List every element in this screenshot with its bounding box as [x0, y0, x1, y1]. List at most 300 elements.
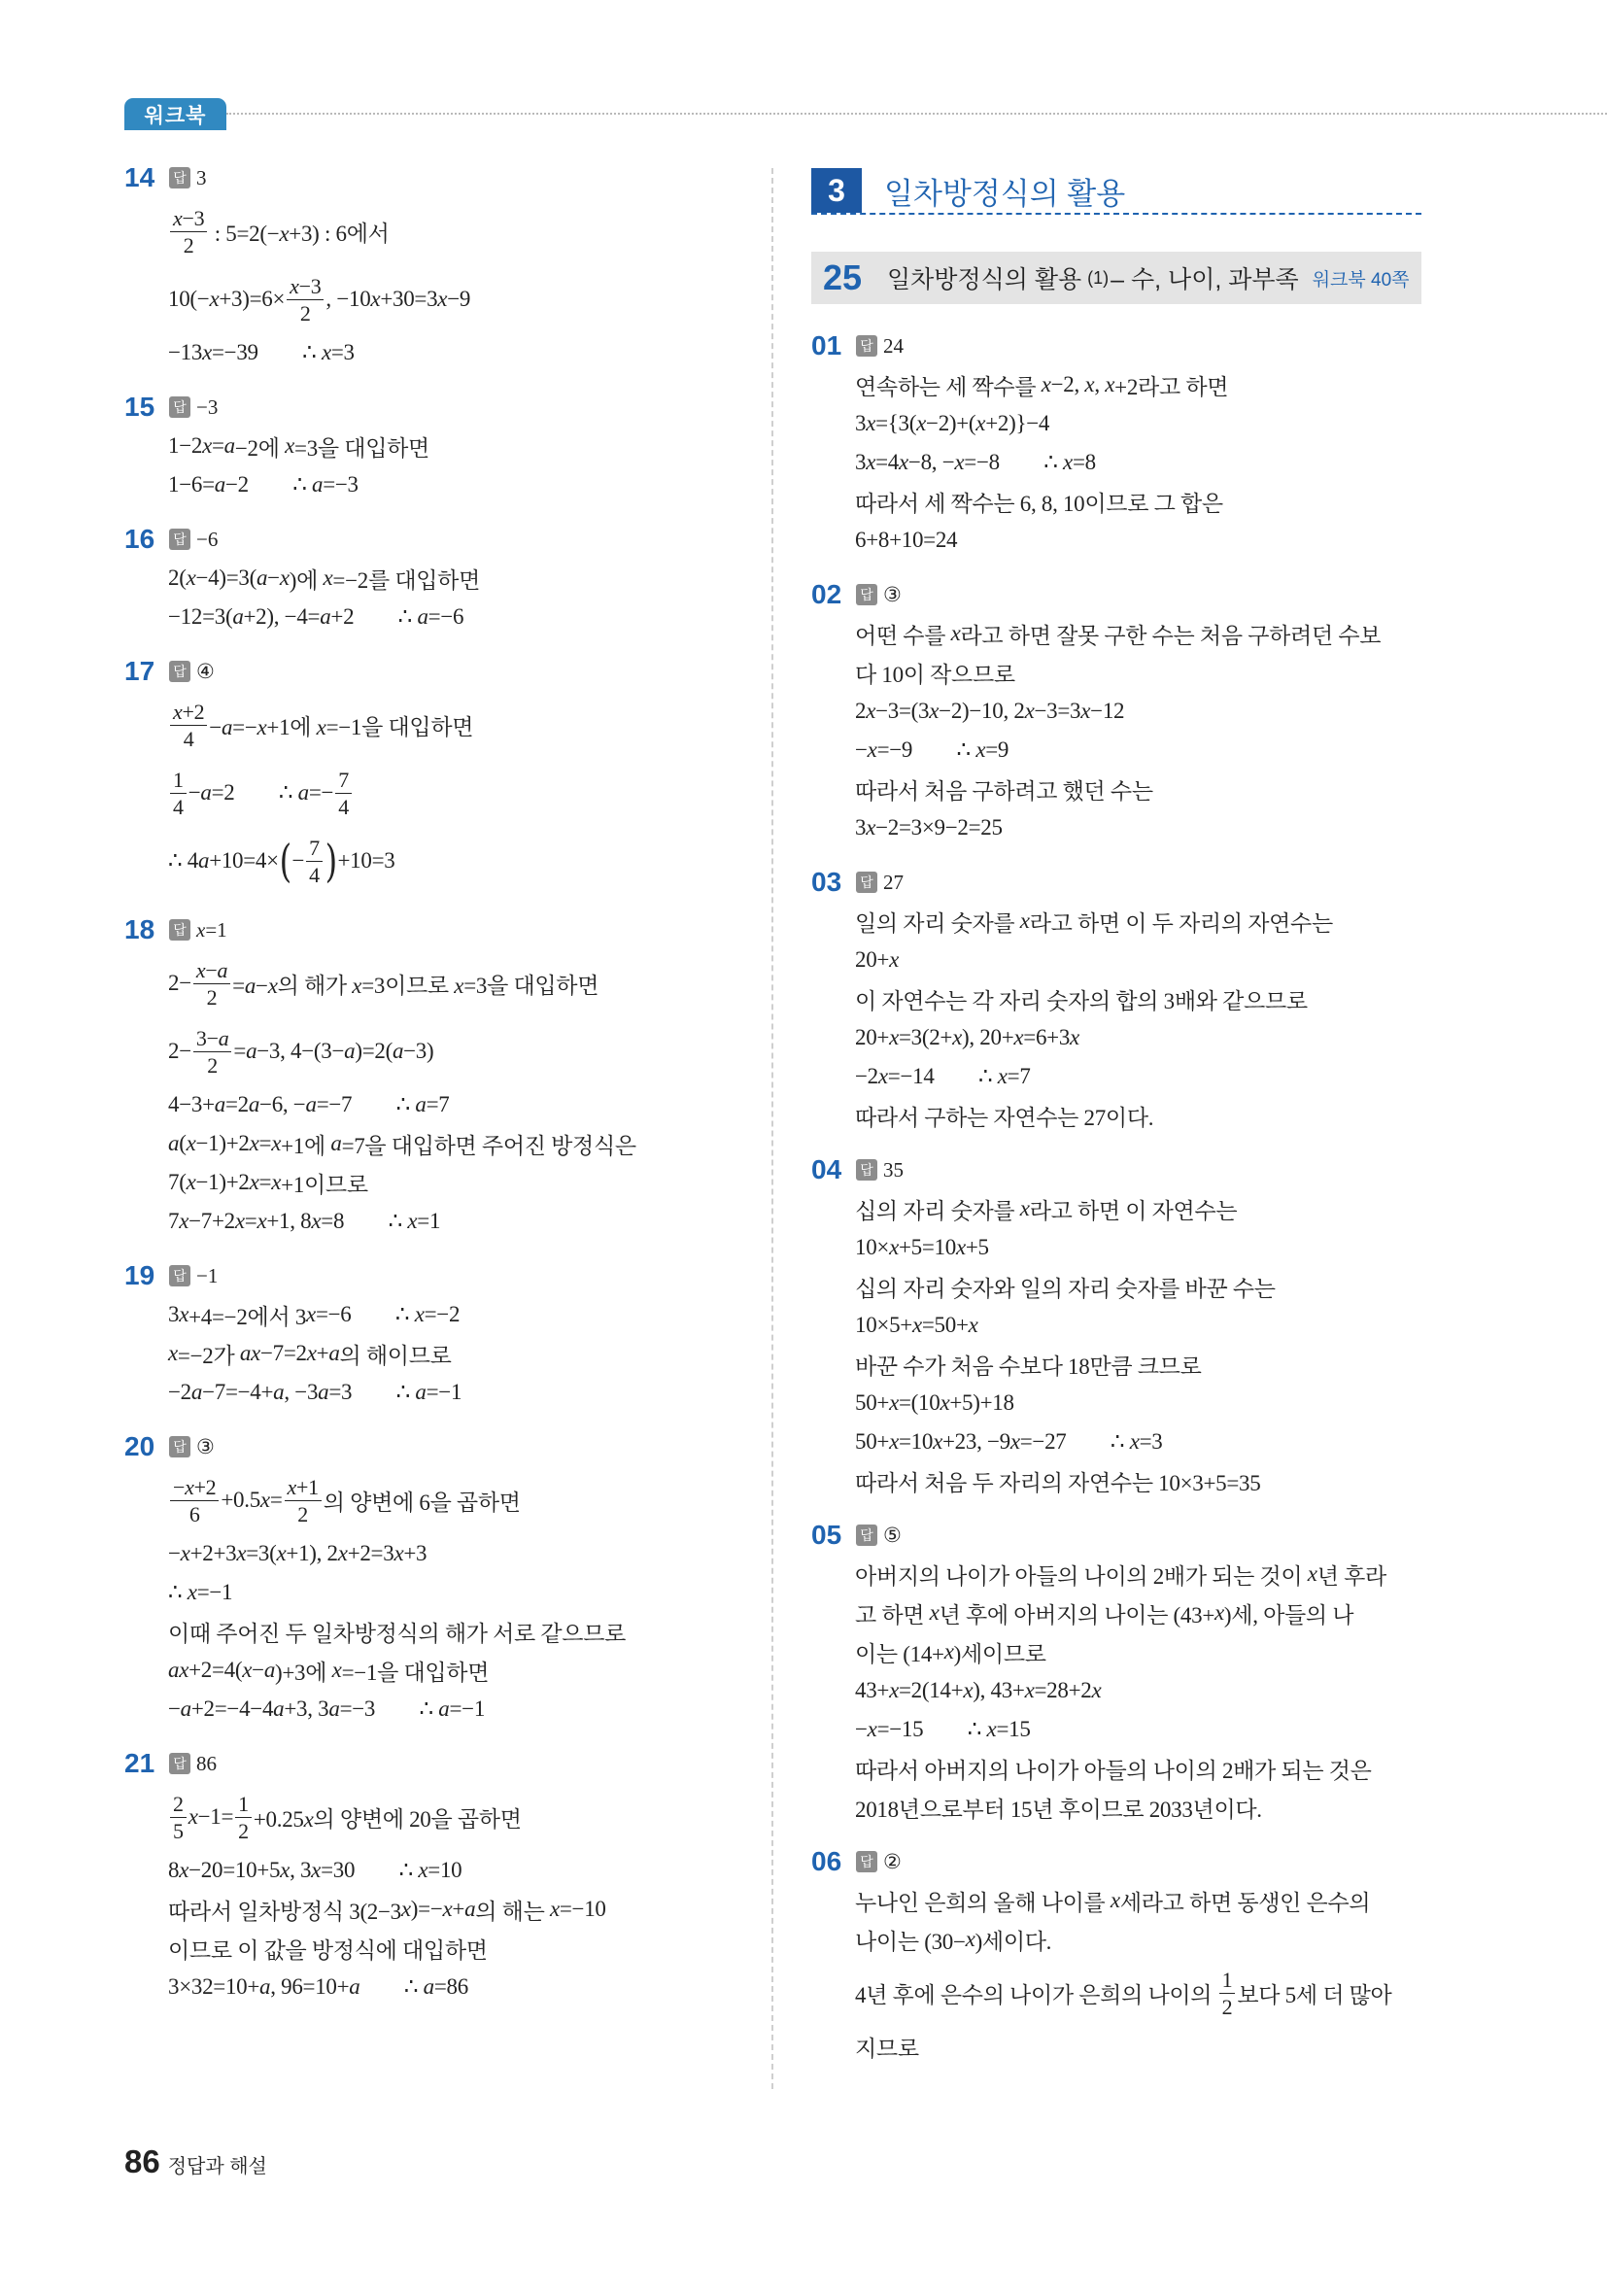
problem-number: 15 — [124, 392, 155, 422]
problem-03 — [811, 863, 1433, 1135]
answer-badge: 답 — [169, 167, 190, 188]
fraction-numerator: −x+2 — [170, 1474, 219, 1501]
answer-badge: 답 — [169, 1436, 190, 1457]
variable: a — [217, 957, 228, 982]
fraction-numerator: 7 — [335, 767, 352, 794]
answer-value: 86 — [196, 1751, 217, 1775]
variable: a — [438, 1696, 450, 1721]
text-segment: +10=3 — [337, 848, 395, 873]
fraction-numerator: x−3 — [287, 273, 324, 300]
variable: x — [179, 1302, 189, 1326]
variable: a — [244, 973, 256, 998]
variable: x — [1307, 1561, 1317, 1586]
solution-line: − a +2=−4−4 a +3, 3 a =−3 ∴ a =−1 — [168, 1696, 486, 1721]
variable: x — [259, 1488, 270, 1512]
problem-header — [124, 1427, 746, 1466]
variable: x — [186, 565, 196, 590]
fraction — [193, 957, 230, 1011]
variable: x — [954, 450, 965, 474]
variable: a — [248, 1092, 260, 1116]
variable: a — [415, 1380, 427, 1404]
solution-line: 6+8+10=24 — [855, 528, 958, 552]
variable: x — [899, 450, 908, 474]
solution-line: 7 x −7+2 x = x +1, 8 x =8 ∴ x =1 — [168, 1209, 441, 1233]
answer-badge: 답 — [856, 872, 877, 893]
variable: a — [320, 604, 331, 629]
solution-line: 십의 자리 숫자와 일의 자리 숫자를 바꾼 수는 — [855, 1276, 1276, 1301]
footer-label: 정답과 해설 — [167, 2156, 267, 2177]
unit-title: 일차방정식의 활용 — [887, 266, 1082, 293]
variable: x — [952, 1025, 963, 1049]
solution-line: 바꾼 수가 처음 수보다 18만큼 크므로 — [855, 1354, 1202, 1379]
fraction — [170, 699, 207, 752]
variable: a — [297, 780, 309, 805]
variable: x — [285, 433, 295, 458]
solution-line: 7( x −1)+2 x = x +1이므로 — [168, 1170, 368, 1197]
fraction — [235, 1791, 252, 1844]
problem-number: 14 — [124, 162, 155, 192]
fraction — [170, 1791, 187, 1844]
variable: a — [200, 780, 212, 805]
answer-value: 27 — [883, 870, 904, 894]
variable: x — [179, 1658, 189, 1682]
answer-badge: 답 — [169, 1265, 190, 1286]
solution-line — [124, 1783, 746, 1851]
variable: x — [202, 340, 212, 364]
fraction-numerator: 7 — [306, 835, 323, 862]
variable: x — [889, 1429, 899, 1454]
variable: x — [179, 1209, 189, 1233]
problem-header — [811, 575, 1433, 614]
variable: x — [911, 1313, 922, 1337]
variable: x — [306, 1341, 317, 1365]
text-segment: 의 양변에 6을 곱하면 — [323, 1490, 521, 1515]
text-segment: +0.5x= — [221, 1488, 283, 1512]
answer-badge: 답 — [169, 1753, 190, 1774]
fraction-denominator: 5 — [173, 1818, 184, 1843]
page-footer — [124, 2143, 267, 2180]
answer-badge: 답 — [856, 1851, 877, 1872]
variable: x — [256, 1209, 267, 1233]
fraction-denominator: 2 — [206, 984, 218, 1010]
problem-number: 16 — [124, 524, 155, 554]
problem-15 — [124, 388, 746, 504]
solution-line: x =−2가 a x −7=2 x + a 의 해이므로 — [168, 1341, 452, 1368]
variable: x — [889, 1390, 899, 1415]
variable: x — [251, 1341, 260, 1365]
answer-badge: 답 — [856, 584, 877, 605]
variable: x — [321, 340, 331, 364]
variable: x — [209, 287, 220, 311]
variable: x — [889, 1678, 899, 1702]
variable: x — [249, 1131, 259, 1155]
solution-line: 3 x ={3( x −2)+( x +2)}−4 — [855, 411, 1050, 435]
answer-badge: 답 — [169, 529, 190, 550]
problem-number: 17 — [124, 656, 155, 686]
problem-number: 18 — [124, 914, 155, 944]
variable: a — [318, 1380, 329, 1404]
variable: a — [232, 604, 244, 629]
variable: a — [312, 472, 324, 497]
solution-line: 4−3+ a =2 a −6, − a =−7 ∴ a =7 — [168, 1092, 450, 1116]
variable: x — [271, 1131, 282, 1155]
fraction — [306, 835, 323, 888]
problem-14 — [124, 158, 746, 372]
variable: x — [889, 947, 899, 972]
solution-line: 3 x −2=3×9−2=25 — [855, 815, 1003, 840]
text-segment: 2− — [168, 971, 191, 995]
variable: a — [259, 1974, 271, 1999]
solution-line: 10×5+ x =50+ x — [855, 1313, 978, 1337]
fraction — [193, 1025, 232, 1079]
problem-header — [124, 158, 746, 197]
variable: x — [950, 621, 961, 645]
variable: x — [202, 433, 212, 458]
problem-header — [124, 1256, 746, 1295]
answer-value: ③ — [883, 582, 902, 606]
variable: x — [186, 1170, 196, 1194]
variable: a — [256, 565, 268, 590]
problem-number: 01 — [811, 330, 842, 360]
solution-line — [124, 691, 746, 759]
variable: x — [242, 1658, 253, 1682]
solution-line: 따라서 일차방정식 3(2−3 x )=− x + a 의 해는 x =−10 — [168, 1897, 606, 1924]
variable: x — [549, 1897, 560, 1921]
unit-part: (1) — [1087, 267, 1110, 288]
variable: x — [393, 1541, 404, 1565]
problem-header — [124, 652, 746, 691]
answer-value: x=1 — [196, 917, 227, 942]
solution-line: 나이는 (30− x )세이다. — [855, 1927, 1052, 1954]
variable: x — [287, 1474, 296, 1499]
variable: x — [186, 1131, 196, 1155]
solution-line: ∴ x =−1 — [168, 1580, 233, 1604]
answer-value: ④ — [196, 659, 215, 683]
variable: x — [1024, 1678, 1035, 1702]
fraction-numerator: 1 — [235, 1791, 252, 1818]
variable: x — [963, 1678, 974, 1702]
solution-line: 20+ x =3(2+ x ), 20+ x =6+3 x — [855, 1025, 1079, 1049]
fraction-denominator: 2 — [299, 300, 311, 326]
variable: a — [464, 1897, 476, 1921]
variable: a — [328, 1696, 340, 1721]
variable: x — [337, 1541, 348, 1565]
variable: x — [311, 1209, 322, 1233]
section-header — [811, 168, 1421, 215]
solution-line: 따라서 아버지의 나이가 아들의 나이의 2배가 되는 것은 — [855, 1758, 1372, 1783]
column-divider — [771, 168, 773, 2089]
variable: a — [417, 604, 428, 629]
variable: a — [221, 714, 233, 739]
solution-line: −2 x =−14 ∴ x =7 — [855, 1064, 1031, 1088]
variable: a — [239, 1341, 252, 1365]
variable: x — [965, 1927, 975, 1951]
solution-line: 2( x −4)=3( a − x )에 x =−2를 대입하면 — [168, 565, 480, 593]
section-title: 일차방정식의 활용 — [884, 176, 1126, 211]
problem-number: 06 — [811, 1846, 842, 1876]
problem-number: 20 — [124, 1431, 155, 1461]
variable: x — [986, 1717, 997, 1741]
variable: x — [168, 1341, 178, 1365]
solution-line — [124, 759, 746, 827]
variable: a — [423, 1974, 434, 1999]
variable: x — [316, 714, 326, 739]
variable: x — [234, 1209, 245, 1233]
solution-line: − x =−15 ∴ x =15 — [855, 1717, 1031, 1741]
text-segment: x−1= — [188, 1804, 234, 1829]
section-number: 3 — [811, 168, 862, 213]
variable: x — [279, 565, 290, 590]
variable: x — [1214, 1600, 1224, 1625]
variable: a — [344, 1039, 356, 1063]
solution-line: 10× x +5=10 x +5 — [855, 1235, 989, 1259]
fraction-denominator: 4 — [173, 794, 184, 819]
variable: a — [168, 1658, 180, 1682]
answer-badge: 답 — [856, 335, 877, 357]
variable: x — [303, 1806, 314, 1832]
fraction-numerator: 2 — [170, 1791, 187, 1818]
text-segment: 4년 후에 은수의 나이가 은희의 나이의 — [855, 1982, 1217, 2007]
fraction-denominator: 2 — [207, 1052, 218, 1078]
variable: x — [442, 1897, 453, 1921]
solution-line: 일의 자리 숫자를 x 라고 하면 이 두 자리의 자연수는 — [855, 908, 1333, 936]
variable: x — [916, 411, 927, 435]
variable: x — [236, 1541, 247, 1565]
unit-number: 25 — [823, 257, 863, 297]
variable: x — [1105, 372, 1115, 396]
solution-line: 어떤 수를 x 라고 하면 잘못 구한 수는 처음 구하려던 수보 — [855, 621, 1382, 648]
variable: x — [195, 957, 206, 982]
variable: x — [866, 815, 876, 840]
solution-line: −13 x =−39 ∴ x =3 — [168, 340, 355, 364]
fraction-denominator: 4 — [183, 726, 194, 751]
variable: a — [218, 1025, 229, 1050]
variable: a — [214, 1092, 225, 1116]
fraction — [170, 205, 207, 258]
variable: x — [267, 973, 278, 998]
text-segment: −a=2 ∴ a=− — [188, 780, 334, 805]
problem-01 — [811, 326, 1433, 560]
variable: x — [414, 1302, 425, 1326]
variable: x — [867, 737, 877, 762]
variable: a — [263, 1658, 276, 1682]
fraction — [285, 1474, 322, 1527]
variable: x — [196, 917, 206, 942]
variable: x — [256, 714, 267, 739]
answer-value: 24 — [883, 333, 904, 358]
solution-line — [124, 827, 746, 895]
variable: x — [188, 1804, 198, 1829]
answer-value: −1 — [196, 1263, 219, 1287]
variable: x — [866, 699, 876, 723]
header-dotted-rule — [226, 113, 1607, 115]
solution-line: 따라서 처음 구하려고 했던 수는 — [855, 778, 1153, 804]
solution-line: 1−2 x = a −2에 x =3을 대입하면 — [168, 433, 429, 461]
fraction-numerator: x−3 — [170, 205, 207, 232]
text-segment: , −10x+30=3x−9 — [325, 287, 471, 311]
variable: a — [180, 1696, 191, 1721]
variable: a — [392, 1039, 404, 1063]
solution-line: 따라서 세 짝수는 6, 8, 10이므로 그 합은 — [855, 491, 1223, 516]
variable: a — [190, 1380, 203, 1404]
answer-badge: 답 — [169, 396, 190, 418]
variable: x — [933, 1429, 942, 1454]
variable: x — [955, 1235, 966, 1259]
variable: a — [330, 1131, 342, 1155]
variable: x — [975, 411, 986, 435]
variable: x — [323, 565, 333, 590]
right-column — [811, 326, 1433, 2066]
answer-badge: 답 — [856, 1525, 877, 1546]
solution-line: 아버지의 나이가 아들의 나이의 2배가 되는 것이 x 년 후라 — [855, 1561, 1386, 1589]
answer-value: ③ — [196, 1434, 215, 1458]
variable: x — [877, 1064, 888, 1088]
solution-line: 43+ x =2(14+ x ), 43+ x =28+2 x — [855, 1678, 1102, 1702]
variable: a — [214, 472, 225, 497]
variable: x — [943, 1639, 954, 1663]
solution-line: −2 a −7=−4+ a , −3 a =3 ∴ a =−1 — [168, 1380, 462, 1404]
variable: x — [940, 1390, 950, 1415]
problem-20 — [124, 1427, 746, 1729]
solution-line: 이므로 이 값을 방정식에 대입하면 — [168, 1937, 488, 1963]
solution-line — [124, 949, 746, 1017]
variable: x — [187, 1580, 197, 1604]
text-segment: =a−3, 4−(3−a)=2(a−3) — [233, 1039, 434, 1063]
answer-value: −6 — [196, 527, 219, 551]
text-segment: 2− — [168, 1039, 191, 1063]
text-segment: − — [291, 848, 305, 873]
fraction-numerator: 1 — [170, 767, 187, 794]
fraction-denominator: 2 — [1221, 1994, 1233, 2019]
solution-line: 50+ x =10 x +23, −9 x =−27 ∴ x =3 — [855, 1429, 1163, 1454]
answer-badge: 답 — [169, 661, 190, 682]
variable: x — [1129, 1429, 1140, 1454]
variable: x — [249, 1170, 259, 1194]
problem-21 — [124, 1744, 746, 2006]
answer-badge: 답 — [169, 919, 190, 941]
variable: a — [246, 1039, 257, 1063]
fraction-numerator: 1 — [1219, 1967, 1236, 1994]
variable: x — [1041, 372, 1051, 396]
text-segment: +0.25x의 양변에 20을 곱하면 — [253, 1806, 522, 1832]
answer-value: 3 — [196, 165, 207, 189]
variable: x — [185, 1474, 194, 1499]
problem-19 — [124, 1256, 746, 1412]
variable: x — [370, 287, 381, 311]
variable: x — [1024, 699, 1035, 723]
problem-header — [811, 326, 1433, 365]
fraction — [335, 767, 352, 820]
solution-line: 다 10이 작으므로 — [855, 662, 1015, 687]
variable: x — [331, 1658, 342, 1682]
problem-header — [811, 863, 1433, 902]
variable: x — [929, 1600, 940, 1625]
answer-value: 35 — [883, 1157, 904, 1182]
variable: x — [173, 205, 183, 230]
variable: x — [418, 1858, 428, 1882]
unit-subtitle: – 수, 나이, 과부족 — [1111, 266, 1299, 293]
variable: x — [975, 737, 986, 762]
workbook-tab: 워크북 — [124, 98, 226, 130]
variable: x — [866, 411, 876, 435]
variable: x — [407, 1209, 418, 1233]
problem-17 — [124, 652, 746, 895]
solution-line: − x =−9 ∴ x =9 — [855, 737, 1009, 762]
workbook-page-reference: 워크북 40쪽 — [1312, 269, 1410, 291]
fraction-denominator: 4 — [309, 862, 320, 887]
variable: x — [173, 699, 183, 724]
solution-line — [811, 1959, 1433, 2027]
text-segment: ∴ 4a+10=4× — [168, 848, 279, 873]
variable: x — [1091, 1678, 1102, 1702]
solution-line: 2 x −3=(3 x −2)−10, 2 x −3=3 x −12 — [855, 699, 1125, 723]
variable: x — [867, 1717, 877, 1741]
variable: x — [290, 273, 299, 298]
fraction — [170, 767, 187, 820]
answer-badge: 답 — [856, 1159, 877, 1181]
variable: a — [305, 1092, 317, 1116]
problem-header — [124, 910, 746, 949]
solution-line: a x +2=4( x − a )+3에 x =−1을 대입하면 — [168, 1658, 490, 1685]
problem-header — [811, 1516, 1433, 1555]
text-segment: 보다 5세 더 많아 — [1237, 1982, 1392, 2007]
variable: x — [311, 1858, 322, 1882]
solution-line — [124, 1017, 746, 1085]
variable: x — [997, 1064, 1008, 1088]
variable: x — [1013, 1025, 1024, 1049]
solution-line: 1−6= a −2 ∴ a =−3 — [168, 472, 359, 497]
variable: x — [1080, 699, 1091, 723]
text-segment: −a=−x+1에 x=−1을 대입하면 — [209, 714, 474, 739]
fraction-denominator: 2 — [183, 232, 194, 257]
fraction-denominator: 2 — [238, 1818, 249, 1843]
fraction — [170, 1474, 219, 1527]
variable: a — [197, 848, 210, 873]
answer-value: ② — [883, 1849, 902, 1873]
variable: x — [1084, 372, 1095, 396]
problem-header — [124, 1744, 746, 1783]
problem-16 — [124, 520, 746, 636]
solution-line: − x +2+3 x =3( x +1), 2 x +2=3 x +3 — [168, 1541, 427, 1565]
solution-line: 따라서 구하는 자연수는 27이다. — [855, 1105, 1154, 1130]
big-parenthesis: ( — [279, 835, 291, 887]
problem-number: 02 — [811, 579, 842, 609]
variable: x — [306, 1302, 316, 1326]
fraction-numerator: x+1 — [285, 1474, 322, 1501]
problem-18 — [124, 910, 746, 1241]
solution-line: 고 하면 x 년 후에 아버지의 나이는 (43+ x )세, 아들의 나 — [855, 1600, 1354, 1628]
variable: x — [352, 973, 362, 998]
variable: a — [168, 1131, 180, 1155]
solution-line: 3×32=10+ a , 96=10+ a ∴ a =86 — [168, 1974, 468, 1999]
solution-line: 50+ x =(10 x +5)+18 — [855, 1390, 1014, 1415]
variable: x — [889, 1235, 899, 1259]
fraction — [1219, 1967, 1236, 2020]
text-segment: =a−x의 해가 x=3이므로 x=3을 대입하면 — [232, 973, 599, 998]
problem-06 — [811, 1842, 1433, 2066]
fraction-numerator: 3−a — [193, 1025, 232, 1052]
problem-header — [811, 1842, 1433, 1881]
fraction — [287, 273, 324, 326]
solution-line: 20+ x — [855, 947, 899, 972]
variable: x — [271, 1170, 282, 1194]
variable: x — [179, 1858, 189, 1882]
solution-line: 누나인 은희의 올해 나이를 x 세라고 하면 동생인 은수의 — [855, 1888, 1371, 1915]
variable: x — [276, 1541, 287, 1565]
solution-line: 지므로 — [855, 2036, 919, 2061]
text-segment: 10(−x+3)=6× — [168, 287, 286, 311]
problem-number: 04 — [811, 1154, 842, 1184]
